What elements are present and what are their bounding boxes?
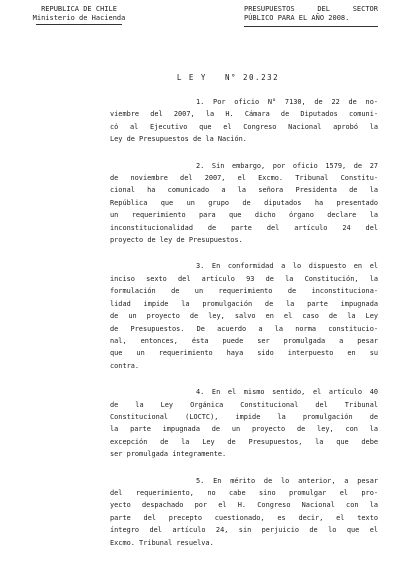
country-name: REPUBLICA DE CHILE <box>41 5 117 13</box>
paragraph-line: íntegro del artículo 24, sin perjuicio de lo que el <box>110 526 378 535</box>
paragraph-line: proyecto de ley de Presupuestos. <box>110 236 243 245</box>
paragraph-line: lidad impide la promulgación de la parte impugnada <box>110 299 378 308</box>
document-body <box>110 96 378 563</box>
law-title <box>0 73 400 82</box>
paragraph-1 <box>110 96 378 146</box>
paragraph-line: de noviembre del 2007, el Excmo. Tribunal Constitu- <box>110 174 378 183</box>
paragraph-line: 2. Sin embargo, por oficio 1579, de 27 <box>196 161 378 170</box>
paragraph-line: cional ha comunicado a la señora Presidenta de la <box>110 186 378 195</box>
issuer-header <box>24 5 134 25</box>
subject-word-2: DEL <box>317 5 330 13</box>
subject-line-1 <box>244 5 378 14</box>
paragraph-line: 3. En conformidad a lo dispuesto en el <box>196 262 378 271</box>
header-rule-right <box>244 26 378 27</box>
paragraph-line: contra. <box>110 361 140 370</box>
paragraph-line: yecto despachado por el H. Congreso Nacional con la <box>110 501 378 510</box>
subject-header <box>244 5 378 27</box>
ministry-name: Ministerio de Hacienda <box>32 14 126 22</box>
paragraph-line: de la Ley Orgánica Constitucional del Tribunal <box>110 400 378 409</box>
paragraph-line: có al Ejecutivo que el Congreso Nacional aprobó la <box>110 122 378 131</box>
paragraph-line: de un proyecto de ley, salvo en el caso de la Ley <box>110 312 378 321</box>
paragraph-line: un requerimiento para que dicho órgano declare la <box>110 211 378 220</box>
paragraph-line: excepción de la Ley de Presupuestos, la que debe <box>110 437 378 446</box>
paragraph-line: formulación de un requerimiento de inconstituciona- <box>110 287 378 296</box>
paragraph-line: del requerimiento, no cabe sino promulgar el pro- <box>110 488 378 497</box>
paragraph-line: inciso sexto del artículo 93 de la Constitución, la <box>110 274 378 283</box>
paragraph-line: de Presupuestos. De acuerdo a la norma constitucio- <box>110 324 378 333</box>
paragraph-3 <box>110 260 378 372</box>
subject-word-3: SECTOR <box>352 5 378 13</box>
header-rule-left <box>36 24 122 25</box>
law-number: L E Y N° 20.232 <box>176 73 280 82</box>
paragraph-line: República que un grupo de diputados ha presentado <box>110 198 378 207</box>
paragraph-line: que un requerimiento haya sido interpuesto en su <box>110 349 378 358</box>
paragraph-5 <box>110 475 378 549</box>
paragraph-line: ser promulgada íntegramente. <box>110 450 227 459</box>
paragraph-line: 1. Por oficio N° 7130, de 22 de no- <box>196 98 378 106</box>
paragraph-line: Ley de Presupuestos de la Nación. <box>110 135 247 144</box>
paragraph-line: inconstitucionalidad de parte del artículo 24 del <box>110 223 378 232</box>
paragraph-line: Excmo. Tribunal resuelva. <box>110 538 214 547</box>
paragraph-line: Constitucional (LOCTC), impide la promulgación de <box>110 412 378 421</box>
paragraph-line: 4. En el mismo sentido, el artículo 40 <box>196 388 378 397</box>
paragraph-line: la parte impugnada de un proyecto de ley, con la <box>110 425 378 434</box>
subject-word-1: PRESUPUESTOS <box>244 5 295 13</box>
paragraph-line: nal, entonces, ésta puede ser promulgada a pesar <box>110 336 378 345</box>
paragraph-line: parte del precepto cuestionado, es decir, el texto <box>110 513 378 522</box>
paragraph-line: viembre del 2007, la H. Cámara de Diputados comuni- <box>110 110 378 119</box>
paragraph-2 <box>110 160 378 247</box>
subject-line-2: PÚBLICO PARA EL AÑO 2008. <box>244 14 350 22</box>
paragraph-line: 5. En mérito de lo anterior, a pesar <box>196 476 378 485</box>
paragraph-4 <box>110 386 378 460</box>
